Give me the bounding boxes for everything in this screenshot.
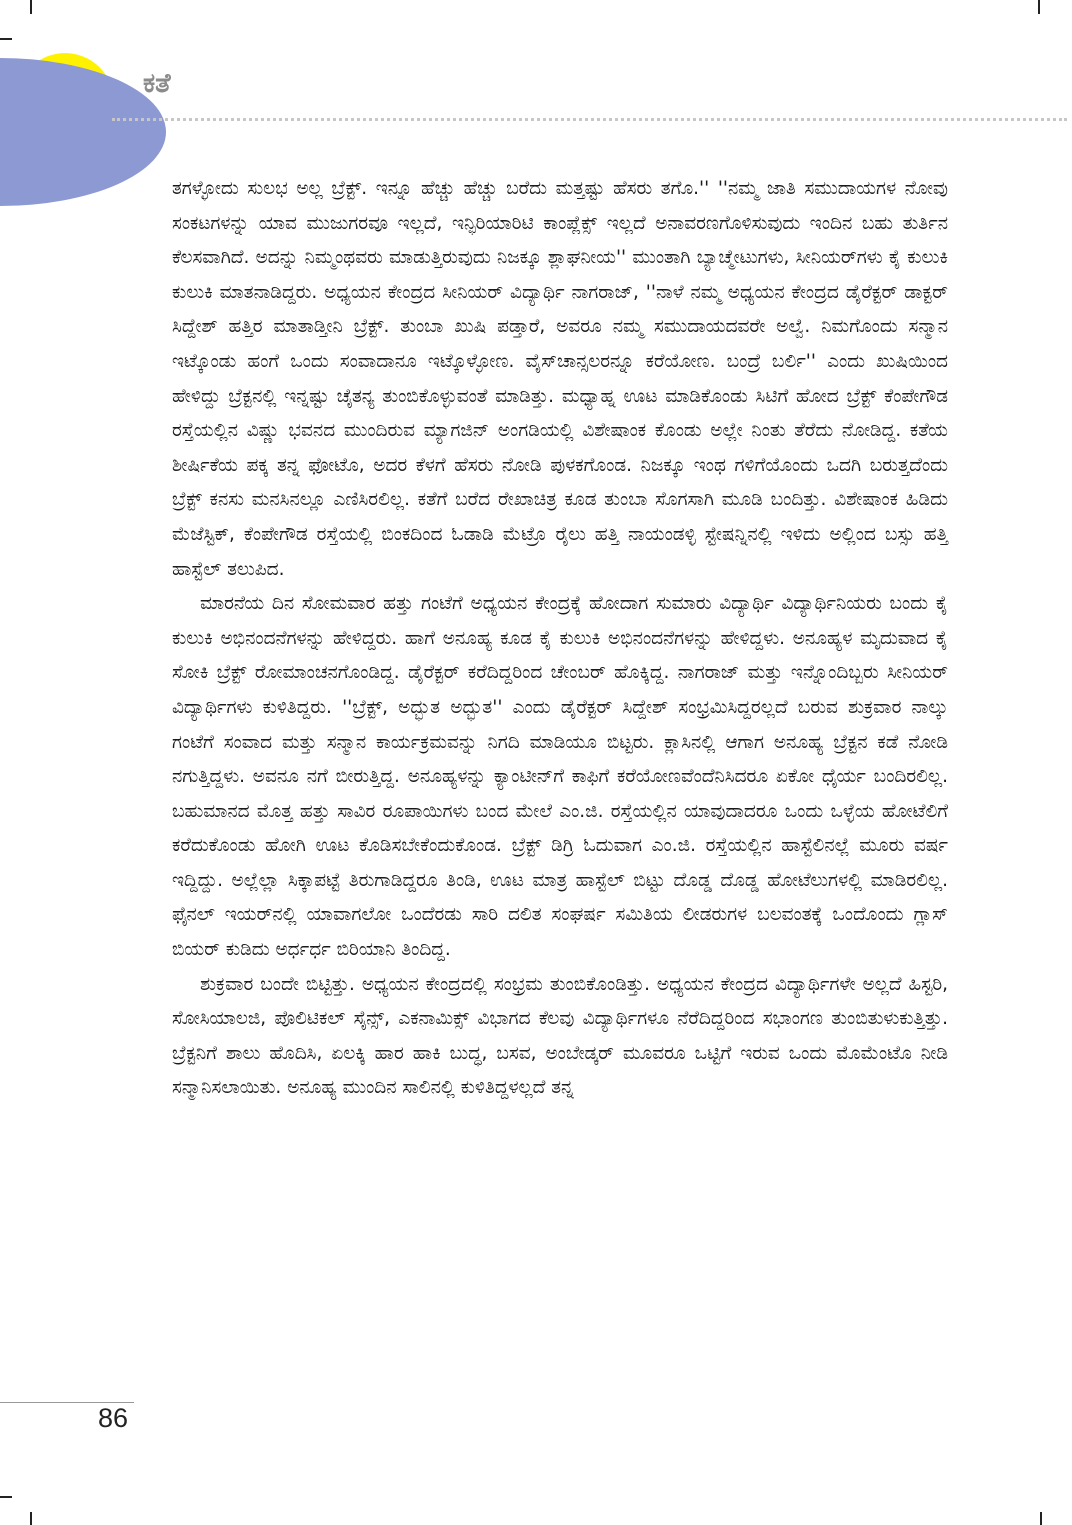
decorative-circles xyxy=(0,0,200,220)
paragraph: ತಗಳ್ಳೋದು ಸುಲಭ ಅಲ್ಲ ಬ್ರೆಕ್ಟ್. ಇನ್ನೂ ಹೆಚ್ಚು ಹೆಚ್ಚು ಬರೆದು ಮತ್ತಷ್ಟು ಹೆಸರು ತಗೊ.'' ''ನಮ್ಮ ಜಾತಿ ಸಮುದಾಯಗಳ ನೋವು ಸಂಕಟಗಳನ್ನು ಯಾವ ಮುಜುಗರವೂ ಇಲ್ಲದೆ, ಇನ್ಫಿರಿಯಾರಿಟಿ ಕಾಂಪ್ಲೆಕ್ಸ್ ಇಲ್ಲದೆ ಅನಾವರಣಗೊಳಿಸುವುದು ಇಂದಿನ ಬಹು ತುರ್ತಿನ ಕೆಲಸವಾಗಿದೆ. ಅದನ್ನು ನಿಮ್ಮಂಥವರು ಮಾಡುತ್ತಿರುವುದು ನಿಜಕ್ಕೂ ಶ್ಲಾಘನೀಯ'' ಮುಂತಾಗಿ ಬ್ಯಾಚ್ಮೇಟುಗಳು, ಸೀನಿಯರ್‌ಗಳು ಕೈ ಕುಲುಕಿ ಕುಲುಕಿ ಮಾತನಾಡಿದ್ದರು. ಅಧ್ಯಯನ ಕೇಂದ್ರದ ಸೀನಿಯರ್ ವಿದ್ಯಾರ್ಥಿ ನಾಗರಾಜ್, ''ನಾಳೆ ನಮ್ಮ ಅಧ್ಯಯನ ಕೇಂದ್ರದ ಡೈರೆಕ್ಟರ್ ಡಾಕ್ಟರ್ ಸಿದ್ದೇಶ್ ಹತ್ತಿರ ಮಾತಾಡ್ತೀನಿ ಬ್ರೆಕ್ಟ್. ತುಂಬಾ ಖುಷಿ ಪಡ್ತಾರೆ, ಅವರೂ ನಮ್ಮ ಸಮುದಾಯದವರೇ ಅಲ್ವೆ. ನಿಮಗೊಂದು ಸನ್ಮಾನ ಇಟ್ಕೊಂಡು ಹಂಗೆ ಒಂದು ಸಂವಾದಾನೂ ಇಟ್ಕೊಳ್ಳೋಣ. ವೈಸ್‌ಚಾನ್ಸಲರನ್ನೂ ಕರೆಯೋಣ. ಬಂದ್ರೆ ಬರ್ಲಿ'' ಎಂದು ಖುಷಿಯಿಂದ ಹೇಳಿದ್ದು ಬ್ರೆಕ್ಟನಲ್ಲಿ ಇನ್ನಷ್ಟು ಚೈತನ್ಯ ತುಂಬಿಕೊಳ್ಳುವಂತೆ ಮಾಡಿತ್ತು. ಮಧ್ಯಾಹ್ನ ಊಟ ಮಾಡಿಕೊಂಡು ಸಿಟಿಗೆ ಹೋದ ಬ್ರೆಕ್ಟ್ ಕೆಂಪೇಗೌಡ ರಸ್ತೆಯಲ್ಲಿನ ವಿಷ್ಣು ಭವನದ ಮುಂದಿರುವ ಮ್ಯಾಗಜಿನ್ ಅಂಗಡಿಯಲ್ಲಿ ವಿಶೇಷಾಂಕ ಕೊಂಡು ಅಲ್ಲೇ ನಿಂತು ತೆರೆದು ನೋಡಿದ್ದ. ಕತೆಯ ಶೀರ್ಷಿಕೆಯ ಪಕ್ಕ ತನ್ನ ಫೋಟೊ, ಅದರ ಕೆಳಗೆ ಹೆಸರು ನೋಡಿ ಪುಳಕಗೊಂಡ. ನಿಜಕ್ಕೂ ಇಂಥ ಗಳಿಗೆಯೊಂದು ಒದಗಿ ಬರುತ್ತದೆಂದು ಬ್ರೆಕ್ಟ್ ಕನಸು ಮನಸಿನಲ್ಲೂ ಎಣಿಸಿರಲಿಲ್ಲ. ಕತೆಗೆ ಬರೆದ ರೇಖಾಚಿತ್ರ ಕೂಡ ತುಂಬಾ ಸೊಗಸಾಗಿ ಮೂಡಿ ಬಂದಿತ್ತು. ವಿಶೇಷಾಂಕ ಹಿಡಿದು ಮೆಜೆಸ್ಟಿಕ್, ಕೆಂಪೇಗೌಡ ರಸ್ತೆಯಲ್ಲಿ ಬಿಂಕದಿಂದ ಓಡಾಡಿ ಮೆಟ್ರೊ ರೈಲು ಹತ್ತಿ ನಾಯಂಡಳ್ಳಿ ಸ್ಟೇಷನ್ನಿನಲ್ಲಿ ಇಳಿದು ಅಲ್ಲಿಂದ ಬಸ್ಸು ಹತ್ತಿ ಹಾಸ್ಟೆಲ್ ತಲುಪಿದ. xyxy=(172,178,948,580)
story-body xyxy=(172,172,948,1106)
paragraph: ಶುಕ್ರವಾರ ಬಂದೇ ಬಿಟ್ಟಿತ್ತು. ಅಧ್ಯಯನ ಕೇಂದ್ರದಲ್ಲಿ ಸಂಭ್ರಮ ತುಂಬಿಕೊಂಡಿತ್ತು. ಅಧ್ಯಯನ ಕೇಂದ್ರದ ವಿದ್ಯಾರ್ಥಿಗಳೇ ಅಲ್ಲದೆ ಹಿಸ್ಟರಿ, ಸೋಸಿಯಾಲಜಿ, ಪೊಲಿಟಿಕಲ್ ಸೈನ್ಸ್, ಎಕನಾಮಿಕ್ಸ್ ವಿಭಾಗದ ಕೆಲವು ವಿದ್ಯಾರ್ಥಿಗಳೂ ನೆರೆದಿದ್ದರಿಂದ ಸಭಾಂಗಣ ತುಂಬಿತುಳುಕುತ್ತಿತ್ತು. ಬ್ರೆಕ್ಟನಿಗೆ ಶಾಲು ಹೊದಿಸಿ, ಏಲಕ್ಕಿ ಹಾರ ಹಾಕಿ ಬುದ್ಧ, ಬಸವ, ಅಂಬೇಡ್ಕರ್ ಮೂವರೂ ಒಟ್ಟಿಗೆ ಇರುವ ಒಂದು ಮೊಮೆಂಟೊ ನೀಡಿ ಸನ್ಮಾನಿಸಲಾಯಿತು. ಅನೂಹ್ಯ ಮುಂದಿನ ಸಾಲಿನಲ್ಲಿ ಕುಳಿತಿದ್ದಳಲ್ಲದೆ ತನ್ನ xyxy=(172,973,948,1099)
crop-mark xyxy=(0,1496,12,1498)
page-number: 86 xyxy=(98,1403,129,1433)
blue-half-circle-decoration xyxy=(0,58,166,206)
crop-mark xyxy=(30,1512,32,1525)
header-divider xyxy=(112,118,1067,121)
paragraph: ಮಾರನೆಯ ದಿನ ಸೋಮವಾರ ಹತ್ತು ಗಂಟೆಗೆ ಅಧ್ಯಯನ ಕೇಂದ್ರಕ್ಕೆ ಹೋದಾಗ ಸುಮಾರು ವಿದ್ಯಾರ್ಥಿ ವಿದ್ಯಾರ್ಥಿನಿಯರು ಬಂದು ಕೈ ಕುಲುಕಿ ಅಭಿನಂದನೆಗಳನ್ನು ಹೇಳಿದ್ದರು. ಹಾಗೆ ಅನೂಹ್ಯ ಕೂಡ ಕೈ ಕುಲುಕಿ ಅಭಿನಂದನೆಗಳನ್ನು ಹೇಳಿದ್ದಳು. ಅನೂಹ್ಯಳ ಮೃದುವಾದ ಕೈ ಸೋಕಿ ಬ್ರೆಕ್ಟ್ ರೋಮಾಂಚನಗೊಂಡಿದ್ದ. ಡೈರೆಕ್ಟರ್ ಕರೆದಿದ್ದರಿಂದ ಚೇಂಬರ್ ಹೊಕ್ಕಿದ್ದ. ನಾಗರಾಜ್ ಮತ್ತು ಇನ್ನೊಂದಿಬ್ಬರು ಸೀನಿಯರ್ ವಿದ್ಯಾರ್ಥಿಗಳು ಕುಳಿತಿದ್ದರು. ''ಬ್ರೆಕ್ಟ್, ಅದ್ಭುತ ಅದ್ಭುತ'' ಎಂದು ಡೈರೆಕ್ಟರ್ ಸಿದ್ದೇಶ್ ಸಂಭ್ರಮಿಸಿದ್ದರಲ್ಲದೆ ಬರುವ ಶುಕ್ರವಾರ ನಾಲ್ಕು ಗಂಟೆಗೆ ಸಂವಾದ ಮತ್ತು ಸನ್ಮಾನ ಕಾರ್ಯಕ್ರಮವನ್ನು ನಿಗದಿ ಮಾಡಿಯೂ ಬಿಟ್ಟರು. ಕ್ಲಾಸಿನಲ್ಲಿ ಆಗಾಗ ಅನೂಹ್ಯ ಬ್ರೆಕ್ಟನ ಕಡೆ ನೋಡಿ ನಗುತ್ತಿದ್ದಳು. ಅವನೂ ನಗೆ ಬೀರುತ್ತಿದ್ದ. ಅನೂಹ್ಯಳನ್ನು ಕ್ಯಾಂಟೀನ್‌ಗೆ ಕಾಫಿಗೆ ಕರೆಯೋಣವೆಂದೆನಿಸಿದರೂ ಏಕೋ ಧೈರ್ಯ ಬಂದಿರಲಿಲ್ಲ. ಬಹುಮಾನದ ಮೊತ್ತ ಹತ್ತು ಸಾವಿರ ರೂಪಾಯಿಗಳು ಬಂದ ಮೇಲೆ ಎಂ.ಜಿ. ರಸ್ತೆಯಲ್ಲಿನ ಯಾವುದಾದರೂ ಒಂದು ಒಳ್ಳೆಯ ಹೋಟೆಲಿಗೆ ಕರೆದುಕೊಂಡು ಹೋಗಿ ಊಟ ಕೊಡಿಸಬೇಕೆಂದುಕೊಂಡ. ಬ್ರೆಕ್ಟ್ ಡಿಗ್ರಿ ಓದುವಾಗ ಎಂ.ಜಿ. ರಸ್ತೆಯಲ್ಲಿನ ಹಾಸ್ಟೆಲಿನಲ್ಲೆ ಮೂರು ವರ್ಷ ಇದ್ದಿದ್ದು. ಅಲ್ಲೆಲ್ಲಾ ಸಿಕ್ಕಾಪಟ್ಟೆ ತಿರುಗಾಡಿದ್ದರೂ ತಿಂಡಿ, ಊಟ ಮಾತ್ರ ಹಾಸ್ಟೆಲ್ ಬಿಟ್ಟು ದೊಡ್ಡ ದೊಡ್ಡ ಹೋಟೆಲುಗಳಲ್ಲಿ ಮಾಡಿರಲಿಲ್ಲ. ಫೈನಲ್ ಇಯರ್‌ನಲ್ಲಿ ಯಾವಾಗಲೋ ಒಂದೆರಡು ಸಾರಿ ದಲಿತ ಸಂಘರ್ಷ ಸಮಿತಿಯ ಲೀಡರುಗಳ ಬಲವಂತಕ್ಕೆ ಒಂದೊಂದು ಗ್ಲಾಸ್ ಬಿಯರ್ ಕುಡಿದು ಅರ್ಧರ್ಧ ಬಿರಿಯಾನಿ ತಿಂದಿದ್ದ. xyxy=(172,593,948,961)
crop-mark xyxy=(1038,0,1040,14)
section-title: ಕತೆ xyxy=(143,68,171,99)
crop-mark xyxy=(1040,1512,1042,1525)
